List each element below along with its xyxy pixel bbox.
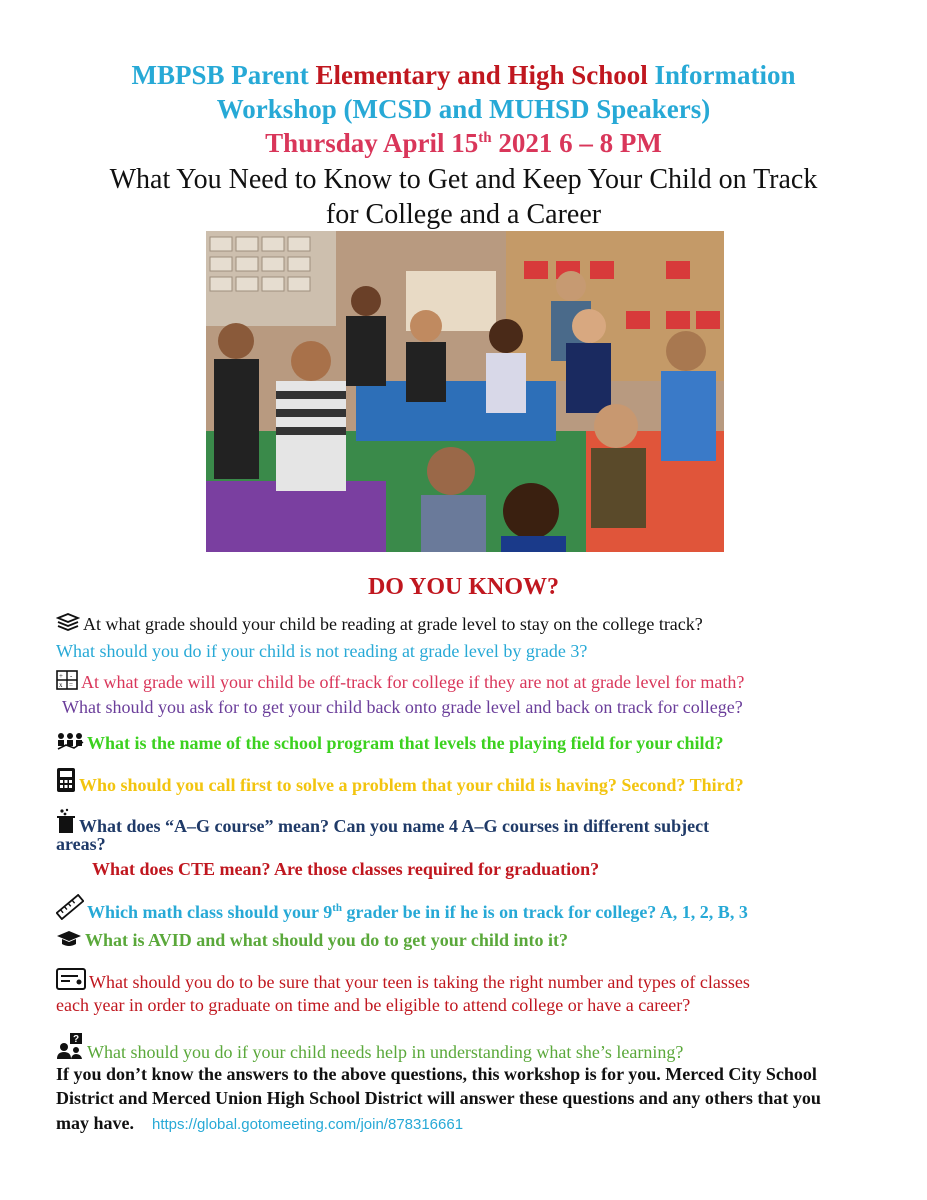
title-part-mbpsb: MBPSB Parent bbox=[131, 60, 309, 90]
footer-paragraph bbox=[56, 1062, 856, 1135]
question-1-text: At what grade should your child be reading at grade level to stay on the college track? bbox=[83, 614, 703, 634]
title-line-2: Workshop (MCSD and MUHSD Speakers) bbox=[216, 94, 711, 124]
date-time: 2021 6 – 8 PM bbox=[491, 128, 662, 158]
beaker-icon bbox=[56, 808, 76, 834]
question-3-text: At what grade will your child be off-track for college if they are not at grade level for math? bbox=[81, 672, 745, 692]
question-5-text: What is the name of the school program that levels the playing field for your child? bbox=[87, 733, 724, 753]
question-9-text: Which math class should your 9 bbox=[87, 902, 333, 922]
subtitle-line-2: for College and a Career bbox=[325, 199, 602, 230]
question-12-text: What should you do if your child needs help in understanding what she’s learning? bbox=[87, 1042, 684, 1062]
svg-text:+: + bbox=[59, 672, 63, 680]
question-9-suffix: th bbox=[332, 902, 343, 914]
question-12 bbox=[56, 1032, 683, 1065]
do-you-know-heading: DO YOU KNOW? bbox=[367, 574, 560, 600]
question-7 bbox=[56, 808, 709, 839]
svg-text:x: x bbox=[59, 681, 63, 689]
date-text: Thursday April 15 bbox=[265, 128, 479, 158]
calculator-icon bbox=[56, 767, 76, 793]
title-part-information: Information bbox=[654, 60, 796, 90]
question-9 bbox=[56, 894, 748, 925]
question-2: What should you do if your child is not reading at grade level by grade 3? bbox=[56, 641, 588, 661]
question-3 bbox=[56, 670, 744, 695]
question-9-text-end: grader be in if he is on track for college? A, 1, 2, B, 3 bbox=[342, 902, 748, 922]
question-11 bbox=[56, 968, 750, 995]
question-7-continued: areas? bbox=[56, 834, 106, 854]
svg-text:=: = bbox=[69, 681, 73, 689]
svg-text:-: - bbox=[70, 672, 73, 680]
question-11-continued: each year in order to graduate on time and be eligible to attend college or have a career? bbox=[56, 995, 691, 1015]
footer-text: If you don’t know the answers to the above questions, this workshop is for you. Merced City School District and Merced Union High School District will answer these questions and any others that you may have. bbox=[56, 1064, 821, 1133]
title-line-1 bbox=[0, 60, 927, 91]
event-date bbox=[0, 128, 927, 159]
question-11-text: What should you do to be sure that your teen is taking the right number and types of classes bbox=[89, 972, 750, 992]
question-5 bbox=[56, 731, 724, 756]
books-icon bbox=[56, 612, 80, 632]
title-part-schools: Elementary and High School bbox=[315, 60, 648, 90]
svg-text:?: ? bbox=[73, 1034, 80, 1045]
classroom-children-photo bbox=[206, 231, 724, 552]
meeting-link[interactable]: https://global.gotomeeting.com/join/878316661 bbox=[152, 1115, 464, 1133]
question-8: What does CTE mean? Are those classes required for graduation? bbox=[92, 859, 600, 879]
date-suffix: th bbox=[478, 130, 492, 146]
question-10-text: What is AVID and what should you do to get your child into it? bbox=[85, 930, 568, 950]
ruler-icon bbox=[56, 894, 84, 920]
calculator-grid-icon bbox=[56, 670, 78, 690]
question-person-icon bbox=[56, 1032, 84, 1060]
question-6-text: Who should you call first to solve a problem that your child is having? Second? Third? bbox=[79, 775, 744, 795]
subtitle-line-1: What You Need to Know to Get and Keep Your Child on Track bbox=[109, 164, 818, 195]
question-1 bbox=[56, 612, 703, 637]
people-chart-icon bbox=[56, 731, 84, 751]
question-7-text: What does “A–G course” mean? Can you name 4 A–G courses in different subject bbox=[79, 816, 710, 836]
id-card-icon bbox=[56, 968, 86, 990]
question-10 bbox=[56, 929, 568, 953]
question-6 bbox=[56, 767, 744, 798]
question-4: What should you ask for to get your child back onto grade level and back on track for college? bbox=[62, 697, 743, 717]
graduation-cap-icon bbox=[56, 930, 82, 948]
